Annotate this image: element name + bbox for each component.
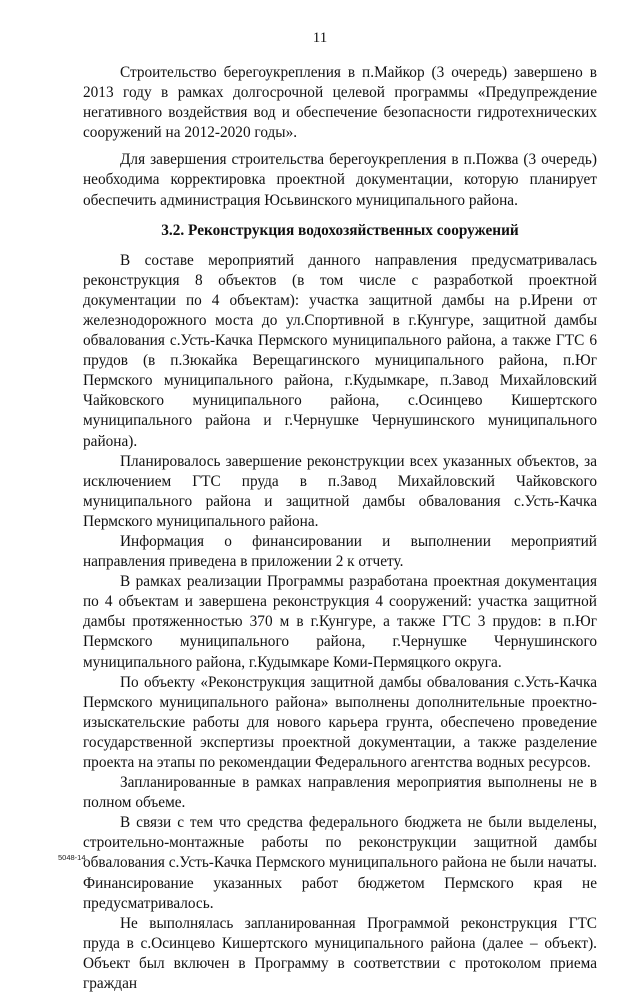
page-number: 11 (312, 30, 328, 46)
paragraph-gap (83, 143, 597, 150)
paragraph: Строительство берегоукрепления в п.Майкор (3 очередь) завершено в 2013 году в рамках долгосрочной целевой программы «Предупреждение негативного воздействия вод и обеспечение безопасности гидротехнических сооружений на 2012-2020 годы». (83, 64, 597, 142)
paragraph: Планировалось завершение реконструкции всех указанных объектов, за исключением ГТС пруда в п.Завод Михайловский Чайковского муниципального района и защитной дамбы обвалования с.Усть-Качка Пермского муниципального района. (83, 452, 597, 530)
paragraph: Не выполнялась запланированная Программой реконструкция ГТС пруда в с.Осинцево Кишертского муниципального района (далее – объект). Объект был включен в Программу в соответствии с протоколом приема граждан (83, 914, 597, 993)
document-body (83, 63, 597, 994)
paragraph: В составе мероприятий данного направления предусматривалась реконструкция 8 объектов (в том числе с разработкой проектной документации по 4 объектам): участка защитной дамбы на р.Ирени от железнодорожного моста до ул.Спортивной в г.Кунгуре, защитной дамбы обвалования с.Усть-Качка Пермского муниципального района, а также ГТС 6 прудов (в п.Зюкайка Верещагинского муниципального района, п.Юг Пермского муниципального района, г.Кудымкаре, п.Завод Михайловский Чайковского муниципального района, с.Осинцево Кишертского муниципального района и г.Чернушке Чернушинского муниципального района). (83, 251, 597, 450)
paragraph: В рамках реализации Программы разработана проектная документация по 4 объектам и завершена реконструкция 4 сооружений: участка защитной дамбы протяженностью 370 м в г.Кунгуре, а также ГТС 3 прудов: в п.Юг Пермского муниципального района, г.Чернушке Чернушинского муниципального района, г.Кудымкаре Коми-Пермяцкого округа. (83, 573, 597, 671)
paragraph: В связи с тем что средства федерального бюджета не были выделены, строительно-монтажные работы по реконструкции защитной дамбы обвалования с.Усть-Качка Пермского муниципального района не были начаты. Финансирование указанных работ бюджетом Пермского края не предусматривалось. (83, 814, 597, 912)
document-code: 5048-14 (58, 853, 86, 862)
paragraph: Для завершения строительства берегоукрепления в п.Пожва (3 очередь) необходима корректировка проектной документации, которую планирует обеспечить администрация Юсьвинского муниципального района. (83, 151, 597, 209)
paragraph: По объекту «Реконструкция защитной дамбы обвалования с.Усть-Качка Пермского муниципального района» выполнены дополнительные проектно-изыскательские работы для нового карьера грунта, обеспечено проведение государственной экспертизы проектной документации, а также разделение проекта на этапы по рекомендации Федерального агентства водных ресурсов. (83, 673, 597, 771)
paragraph: Информация о финансировании и выполнении мероприятий направления приведена в приложении 2 к отчету. (83, 532, 597, 571)
section-heading: 3.2. Реконструкция водохозяйственных сооружений (161, 221, 519, 239)
paragraph: Запланированные в рамках направления мероприятия выполнены не в полном объеме. (83, 774, 597, 812)
